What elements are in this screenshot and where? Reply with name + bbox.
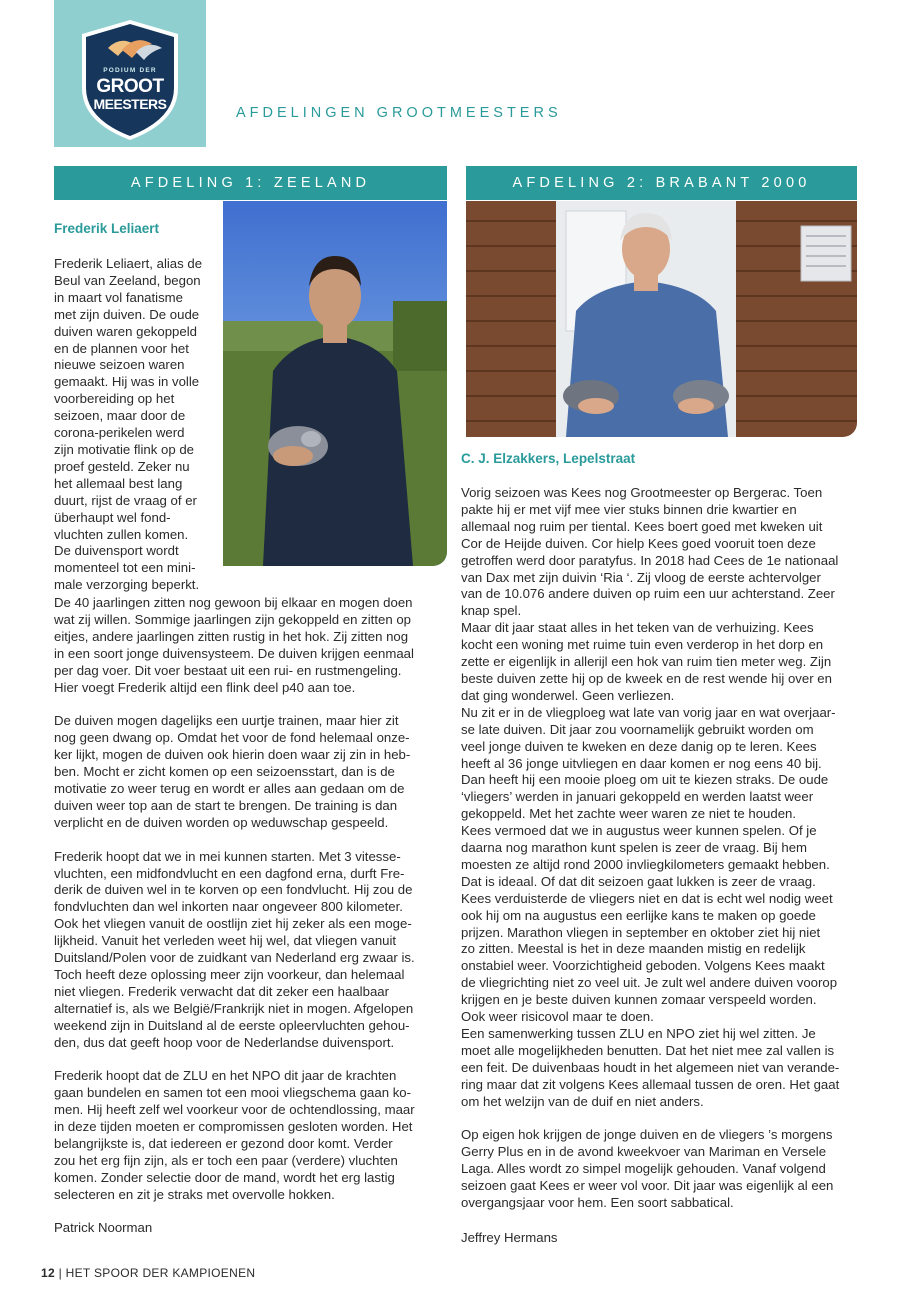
column2-header: AFDELING 2: BRABANT 2000 [466, 166, 857, 200]
magazine-name: HET SPOOR DER KAMPIOENEN [65, 1266, 256, 1280]
page-footer [41, 1266, 255, 1280]
column1-header: AFDELING 1: ZEELAND [54, 166, 447, 200]
breeder-name-1: Frederik Leliaert [54, 221, 160, 236]
logo-title-line2: MEESTERS [93, 96, 167, 112]
section-title: AFDELINGEN GROOTMEESTERS [236, 105, 562, 121]
logo-block [54, 0, 206, 147]
footer-separator: | [58, 1266, 63, 1280]
page-number: 12 [41, 1266, 55, 1280]
photo-c-j-elzakkers [466, 201, 857, 437]
article2-author: Jeffrey Hermans [461, 1230, 558, 1245]
article1-body-text: De 40 jaarlingen zitten nog gewoon bij elkaar en mogen doen wat zij willen. Sommige jaarlingen zijn gekoppeld en zitten op eitjes, andere jaarlingen zitten rustig in het hok. Zij zitten nog in een soort jonge duivensysteem. De duiven krijgen eenmaal per dag voer. Dit voer bestaat uit een rui- en rustmengeling. Hier voegt Frederik altijd een flink deel p40 aan toe. De duiven mogen dagelijks een uurtje trainen, maar hier zit nog geen dwang op. Omdat het voor de fond helemaal onze- ker lijkt, mogen de duiven ook hierin doen waar zij zin in heb- ben. Mocht er zicht komen op een seizoensstart, dan is de motivatie zo weer terug en wordt er alles aan gedaan om de duiven weer top aan de start te brengen. De training is dan verplicht en de duiven worden op weduwschap gespeeld. Frederik hoopt dat we in mei kunnen starten. Met 3 vitesse- vluchten, een midfondvlucht en een dagfond erna, durft Fre- derik de duiven wel in te korven op een fondvlucht. Hij zou de fondvluchten dan wel inkorten naar ongeveer 800 kilometer. Ook het vliegen vanuit de oostlijn ziet hij zeker als een moge- lijkheid. Vanuit het verleden weet hij wel, dat vliegen vanuit Duitsland/Polen voor de zuidkant van Nederland erg zwaar is. Toch heeft deze oplossing meer zijn voorkeur, dan helemaal niet vliegen. Frederik verwacht dat dit zeker een haalbaar alternatief is, als we België/Frankrijk niet in mogen. Afgelopen weekend zijn in Duitsland al de eerste opleervluchten gehou- den, dus dat geeft hoop voor de Nederlandse duivensport. Frederik hoopt dat de ZLU en het NPO dit jaar de krachten gaan bundelen en samen tot een mooi vliegschema gaan ko- men. Hij heeft zelf wel voorkeur voor de ochtendlossing, maar in deze tijden moeten er compromissen gesloten worden. Het belangrijkste is, dat iedereen er gezond door komt. Verder zou het erg fijn zijn, als er toch een paar (verdere) vluchten komen. Zonder selectie door de mand, wordt het erg lastig selecteren en zit je straks met overvolle hokken. [54, 595, 415, 1202]
breeder-name-2: C. J. Elzakkers, Lepelstraat [461, 451, 636, 466]
article1-intro-text: Frederik Leliaert, alias de Beul van Zeeland, begon in maart vol fanatisme met zijn duiven. De oude duiven waren gekoppeld en de plannen voor het nieuwe seizoen waren gemaakt. Hij was in volle voorbereiding op het seizoen, maar door de corona-perikelen werd zijn motivatie flink op de proef gesteld. Zeker nu het allemaal best lang duurt, rijst de vraag of er überhaupt wel fond- vluchten zullen komen. De duivensport wordt momenteel tot een mini- male verzorging beperkt. [54, 256, 203, 593]
logo-title-line1: GROOT [96, 76, 164, 97]
photo-frederik-leliaert [223, 201, 447, 566]
article1-author: Patrick Noorman [54, 1220, 153, 1235]
logo-subtitle: PODIUM DER [103, 67, 157, 74]
article2-body-text: Vorig seizoen was Kees nog Grootmeester op Bergerac. Toen pakte hij er met vijf mee vier stuks binnen drie kwartier en allemaal nog ruim per tiental. Kees boert goed met kweken uit Cor de Heijde duiven. Cor hielp Kees goed vooruit toen deze getroffen werd door paratyfus. In 2018 had Cees de 1e nationaal van Dax met zijn duivin ‘Ria ‘. Zij vloog de eerste achtervolger van de 10.076 andere duiven op ruim een uur achterstand. Zeer knap spel. Maar dit jaar staat alles in het teken van de verhuizing. Kees kocht een woning met ruime tuin even verderop in het dorp en zette er eigenlijk in allerijl een hok van ruim tien meter weg. Zijn beste duiven zette hij op de kweek en de rest wende hij over en dat ging wonderwel. Geen verliezen. Nu zit er in de vliegploeg wat late van vorig jaar en wat overjaar- se late duiven. Dit jaar zou voornamelijk gebruikt worden om veel jonge duiven te kweken en deze danig op te leren. Kees heeft al 36 jonge uitvliegen en daar komen er nog eens 40 bij. Dan heeft hij een mooie ploeg om uit te kiezen straks. De oude ‘vliegers’ werden in januari gekoppeld en werden laatst weer gekoppeld. Met het zachte weer waren ze niet te houden. Kees vermoed dat we in augustus weer kunnen spelen. Of je daarna nog marathon kunt spelen is zeer de vraag. Bij hem moesten ze altijd rond 2000 invliegkilometers gemaakt hebben. Dat is ideaal. Of dat dit seizoen gaat lukken is zeer de vraag. Kees verduisterde de vliegers niet en dat is echt wel nodig weet ook hij om na augustus een eerlijke kans te maken op goede prijzen. Marathon vliegen in september en oktober ziet hij niet zo zitten. Meestal is het in deze maanden mistig en redelijk onstabiel weer. Voorzichtigheid geboden. Volgens Kees maakt de vliegrichting niet zo veel uit. Je zult wel andere duiven voorop krijgen en je beste duiven kunnen zomaar verspeeld worden. Ook weer risicovol maar te doen. Een samenwerking tussen ZLU en NPO ziet hij wel zitten. Je moet alle mogelijkheden benutten. Dat het niet mee zal vallen is een feit. De duivenbaas houdt in het algemeen niet van verande- ring maar dat zit volgens Kees allemaal tussen de oren. Het gaat om het welzijn van de duif en niet anders. Op eigen hok krijgen de jonge duiven en de vliegers ’s morgens Gerry Plus en in de avond kweekvoer van Mariman en Versele Laga. Alles wordt zo simpel mogelijk gehouden. Vanaf volgend seizoen gaat Kees er weer vol voor. Dit jaar was eigenlijk al een overgangsjaar voor hem. Een soort sabbatical. [461, 485, 840, 1211]
